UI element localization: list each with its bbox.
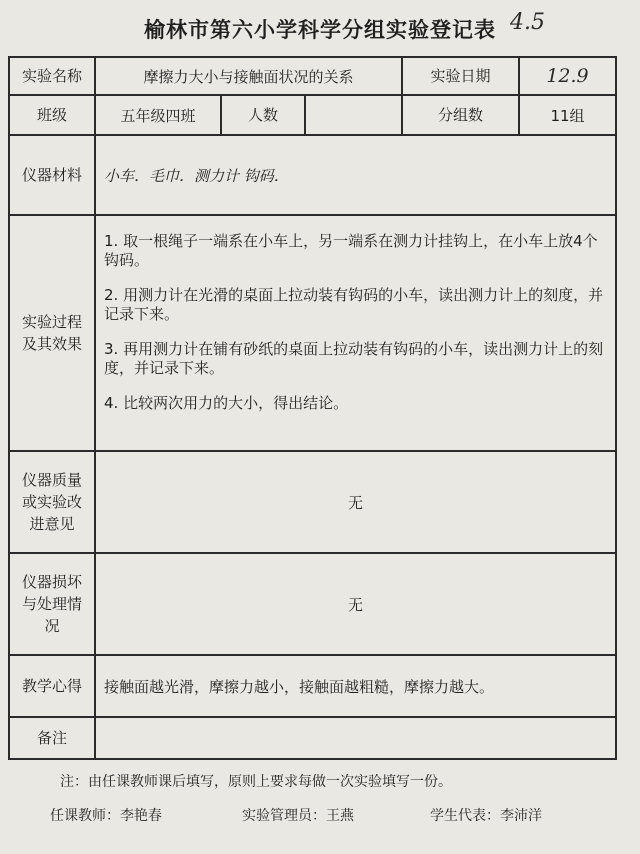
headcount-label: 人数 xyxy=(221,95,305,135)
row-process xyxy=(9,215,616,451)
insight-label: 教学心得 xyxy=(9,655,95,717)
student-signature: 学生代表：李沛洋 xyxy=(430,808,542,824)
class-value: 五年级四班 xyxy=(95,95,221,135)
damage-label xyxy=(9,553,95,655)
row-quality xyxy=(9,451,616,553)
process-step: 1. 取一根绳子一端系在小车上，另一端系在测力计挂钩上，在小车上放4个钩码。 xyxy=(104,232,598,269)
experiment-name-label: 实验名称 xyxy=(9,57,95,95)
process-step: 2. 用测力计在光滑的桌面上拉动装有钩码的小车，读出测力计上的刻度，并记录下来。 xyxy=(104,286,604,323)
class-label: 班级 xyxy=(9,95,95,135)
quality-label-line3: 进意见 xyxy=(29,515,75,533)
group-count-value: 11组 xyxy=(519,95,616,135)
remarks-label: 备注 xyxy=(9,717,95,759)
group-count-label: 分组数 xyxy=(402,95,519,135)
insight-value: 接触面越光滑，摩擦力越小，接触面越粗糙，摩擦力越大。 xyxy=(95,655,616,717)
row-experiment-name xyxy=(9,57,616,95)
process-label-line2: 及其效果 xyxy=(21,335,82,353)
row-materials xyxy=(9,135,616,215)
remarks-value xyxy=(95,717,616,759)
row-insight xyxy=(9,655,616,717)
quality-value: 无 xyxy=(95,451,616,553)
damage-label-line2: 与处理情 xyxy=(21,595,82,613)
quality-label-line2: 或实验改 xyxy=(21,493,82,511)
row-remarks xyxy=(9,717,616,759)
process-label xyxy=(9,215,95,451)
headcount-value xyxy=(305,95,402,135)
teacher-signature: 任课教师：李艳春 xyxy=(50,808,162,824)
materials-value: 小车．毛巾．测力计 钩码． xyxy=(95,135,616,215)
row-damage xyxy=(9,553,616,655)
quality-label xyxy=(9,451,95,553)
materials-label: 仪器材料 xyxy=(9,135,95,215)
process-step: 3. 再用测力计在铺有砂纸的桌面上拉动装有钩码的小车，读出测力计上的刻度，并记录下来。 xyxy=(104,340,604,377)
process-steps xyxy=(95,215,616,451)
experiment-date-label: 实验日期 xyxy=(402,57,519,95)
process-label-line1: 实验过程 xyxy=(21,313,82,331)
process-step: 4. 比较两次用力的大小，得出结论。 xyxy=(104,394,349,412)
damage-value: 无 xyxy=(95,553,616,655)
manager-signature: 实验管理员：王燕 xyxy=(242,808,354,824)
row-class xyxy=(9,95,616,135)
form-title: 榆林市第六小学科学分组实验登记表 xyxy=(144,18,496,42)
handwritten-title-note: 4.5 xyxy=(510,10,545,35)
experiment-record-table xyxy=(8,56,617,760)
quality-label-line1: 仪器质量 xyxy=(21,471,82,489)
experiment-date-value: 12.9 xyxy=(519,57,616,95)
damage-label-line3: 况 xyxy=(44,617,60,635)
experiment-name-value: 摩擦力大小与接触面状况的关系 xyxy=(95,57,402,95)
damage-label-line1: 仪器损坏 xyxy=(21,573,82,591)
footer-note: 注：由任课教师课后填写，原则上要求每做一次实验填写一份。 xyxy=(60,774,452,790)
